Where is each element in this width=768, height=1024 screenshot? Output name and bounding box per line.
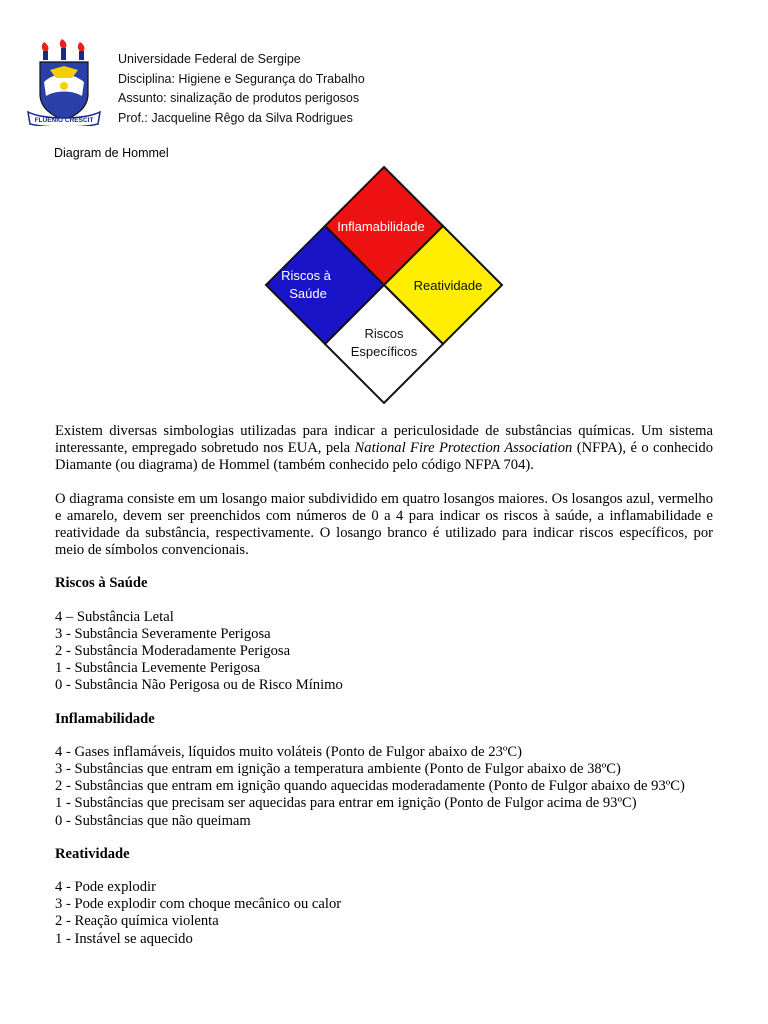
list-item: 3 - Substância Severamente Perigosa <box>55 625 271 642</box>
hommel-diamond <box>254 164 514 408</box>
section-title-reactivity: Reatividade <box>55 845 130 862</box>
list-item: 0 - Substâncias que não queimam <box>55 812 251 829</box>
list-item: 2 - Reação química violenta <box>55 913 219 930</box>
list-item: 3 - Pode explodir com choque mecânico ou calor <box>55 896 342 913</box>
document-header <box>24 36 744 128</box>
course-name: Disciplina: Higiene e Segurança do Trabalho <box>118 71 365 86</box>
list-item: 2 - Substância Moderadamente Perigosa <box>55 643 291 660</box>
subject: Assunto: sinalização de produtos perigosos <box>118 91 360 105</box>
diagram-title: Diagram de Hommel <box>54 146 169 160</box>
health-label-line2: Saúde <box>289 286 327 301</box>
university-logo <box>24 36 104 126</box>
list-item: 4 – Substância Letal <box>55 608 174 625</box>
intro-paragraph-1 <box>55 423 713 475</box>
intro-paragraph-2: O diagrama consiste em um losango maior subdividido em quatro losangos maiores. Os losangos azul, vermelho e amarelo, devem ser preenchidos com números de 0 a 4 para indicar os riscos à saúde, a inflamabilidade e reatividade da substância, respectivamente. O losango branco é utilizado para indicar riscos específicos, por meio de símbolos convencionais. <box>55 490 713 559</box>
professor: Prof.: Jacqueline Rêgo da Silva Rodrigues <box>118 110 353 125</box>
university-name: Universidade Federal de Sergipe <box>118 52 301 66</box>
header-info <box>118 50 365 128</box>
list-item: 1 - Substância Levemente Perigosa <box>55 660 261 677</box>
torch-icon <box>78 42 85 60</box>
health-label-line1: Riscos à <box>281 268 331 283</box>
list-item: 0 - Substância Não Perigosa ou de Risco Mínimo <box>55 677 343 694</box>
list-item: 1 - Substâncias que precisam ser aquecidas para entrar em ignição (Ponto de Fulgor acima de 93ºC) <box>55 795 637 812</box>
logo-motto: FLUENIO CRESCIT <box>34 117 94 124</box>
list-item: 4 - Pode explodir <box>55 879 156 896</box>
list-item: 2 - Substâncias que entram em ignição quando aquecidas moderadamente (Ponto de Fulgor abaixo de 93ºC) <box>55 778 685 795</box>
special-label-line1: Riscos <box>364 326 404 341</box>
reactivity-label: Reatividade <box>413 278 483 293</box>
torch-icon <box>60 39 67 60</box>
list-item: 3 - Substâncias que entram em ignição a temperatura ambiente (Ponto de Fulgor abaixo de 38ºC) <box>55 761 621 778</box>
flammability-list <box>55 744 713 830</box>
intro-text-end: (NFPA), é o conhecido Diamante (ou diagrama) de Hommel (também conhecido pelo código NFPA 704). <box>55 440 713 474</box>
intro-text: Existem diversas simbologias utilizadas para indicar a periculosidade de substâncias químicas. Um sistema interessante, empregado sobretudo nos EUA, pela <box>55 423 713 457</box>
list-item: 4 - Gases inflamáveis, líquidos muito voláteis (Ponto de Fulgor abaixo de 23ºC) <box>55 743 522 760</box>
section-title-health: Riscos à Saúde <box>55 575 148 592</box>
section-title-flammability: Inflamabilidade <box>55 710 155 727</box>
health-list <box>55 609 713 695</box>
special-label-line2: Específicos <box>350 344 418 359</box>
reactivity-list <box>55 879 713 948</box>
list-item: 1 - Instável se aquecido <box>55 930 193 947</box>
document-body <box>55 423 713 964</box>
flammability-label: Inflamabilidade <box>337 219 425 234</box>
nfpa-name: National Fire Protection Association <box>354 440 573 457</box>
torch-icon <box>42 42 49 60</box>
